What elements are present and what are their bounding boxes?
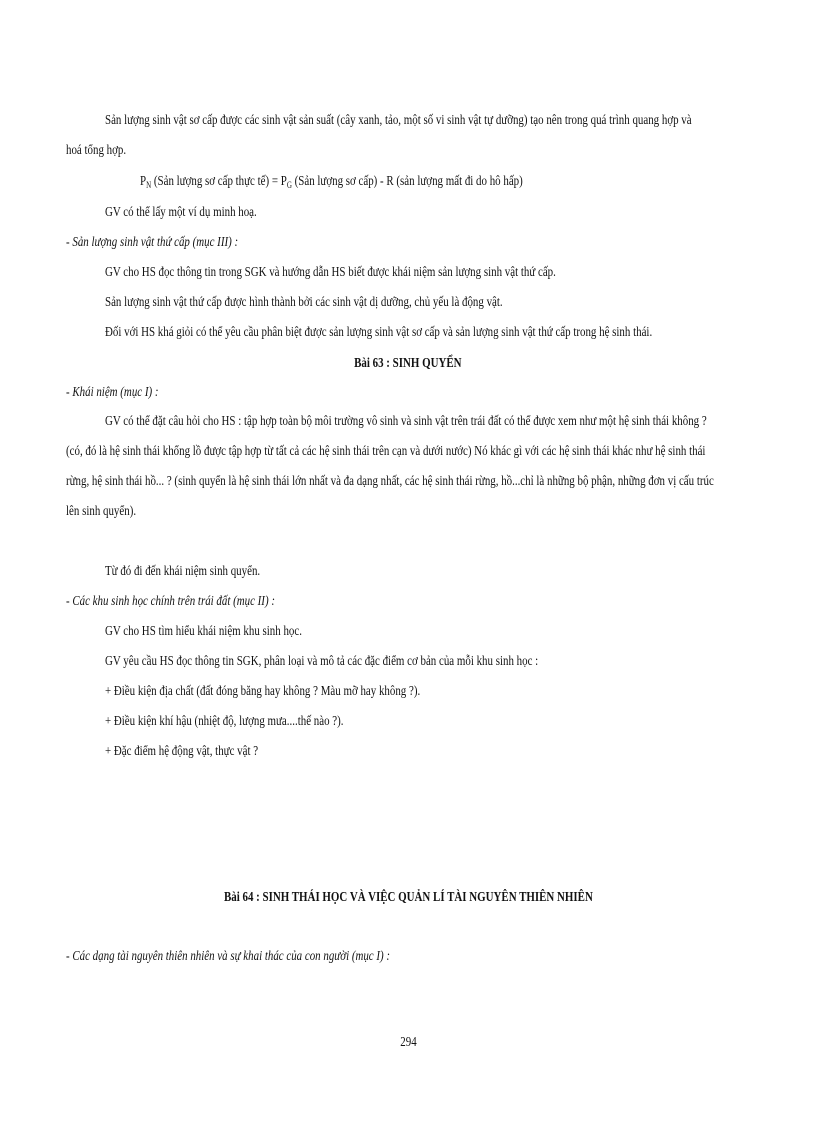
lesson-64-title bbox=[0, 890, 816, 906]
paragraph-biosphere-concept: Từ đó đi đến khái niệm sinh quyển. bbox=[105, 564, 261, 579]
paragraph-secondary-2: Sản lượng sinh vật thứ cấp được hình thành bởi các sinh vật dị dưỡng, chủ yếu là động vật. bbox=[105, 295, 503, 310]
bullet-fauna-flora: + Đặc điểm hệ động vật, thực vật ? bbox=[105, 744, 259, 759]
question-line3: rừng, hệ sinh thái hồ... ? (sinh quyển là hệ sinh thái lớn nhất và đa dạng nhất, các hệ sinh thái rừng, hồ...chỉ là những bộ phận, những đơn vị cấu trúc bbox=[66, 474, 714, 489]
paragraph-biomes-1: GV cho HS tìm hiểu khái niệm khu sinh học. bbox=[105, 624, 302, 639]
formula-primary-production bbox=[140, 174, 523, 190]
paragraph-primary-production-line1: Sản lượng sinh vật sơ cấp được các sinh vật sản suất (cây xanh, tảo, một số vi sinh vật tự dưỡng) tạo nên trong quá trình quang hợp và bbox=[105, 113, 692, 128]
paragraph-secondary-1: GV cho HS đọc thông tin trong SGK và hướng dẫn HS biết được khái niệm sản lượng sinh vật thứ cấp. bbox=[105, 265, 556, 280]
paragraph-biomes-2: GV yêu cầu HS đọc thông tin SGK, phân loại và mô tả các đặc điểm cơ bản của mỗi khu sinh học : bbox=[105, 654, 539, 669]
question-line1: GV có thể đặt câu hỏi cho HS : tập hợp toàn bộ môi trường vô sinh và sinh vật trên trái đất có thể được xem như một hệ sinh thái không ? bbox=[105, 414, 707, 429]
formula-pg-subscript: G bbox=[286, 180, 292, 190]
page-number-text: 294 bbox=[399, 1035, 417, 1050]
lesson-64-title-text: Bài 64 : SINH THÁI HỌC VÀ VIỆC QUẢN LÍ TÀI NGUYÊN THIÊN NHIÊN bbox=[223, 890, 593, 905]
bullet-geology: + Điều kiện địa chất (đất đóng băng hay không ? Màu mỡ hay không ?). bbox=[105, 684, 421, 699]
heading-biomes: - Các khu sinh học chính trên trái đất (mục II) : bbox=[66, 594, 275, 609]
heading-natural-resources: - Các dạng tài nguyên thiên nhiên và sự khai thác của con người (mục I) : bbox=[66, 949, 391, 964]
paragraph-secondary-3: Đối với HS khá giỏi có thể yêu cầu phân biệt được sản lượng sinh vật sơ cấp và sản lượng sinh vật thứ cấp trong hệ sinh thái. bbox=[105, 325, 653, 340]
heading-secondary-production: - Sản lượng sinh vật thứ cấp (mục III) : bbox=[66, 235, 239, 250]
question-line2: (có, đó là hệ sinh thái khổng lồ được tập hợp từ tất cả các hệ sinh thái trên cạn và dưới nước) Nó khác gì với các hệ sinh thái khác như hệ sinh thái bbox=[66, 444, 706, 459]
formula-pn-text: (Sản lượng sơ cấp thực tế) = P bbox=[151, 174, 287, 189]
bullet-climate: + Điều kiện khí hậu (nhiệt độ, lượng mưa....thế nào ?). bbox=[105, 714, 344, 729]
formula-pn-subscript: N bbox=[146, 180, 152, 190]
paragraph-primary-production-line2: hoá tổng hợp. bbox=[66, 143, 127, 158]
lesson-63-title-text: Bài 63 : SINH QUYỂN bbox=[354, 356, 462, 371]
heading-concept: - Khái niệm (mục I) : bbox=[66, 385, 159, 400]
paragraph-example: GV có thể lấy một ví dụ minh hoạ. bbox=[105, 205, 257, 220]
formula-pg-text: (Sản lượng sơ cấp) - R (sản lượng mất đi do hô hấp) bbox=[291, 174, 523, 189]
formula-pn-symbol: P bbox=[140, 174, 147, 189]
page-number bbox=[0, 1035, 816, 1051]
question-line4: lên sinh quyển). bbox=[66, 504, 137, 519]
lesson-63-title bbox=[0, 356, 816, 372]
